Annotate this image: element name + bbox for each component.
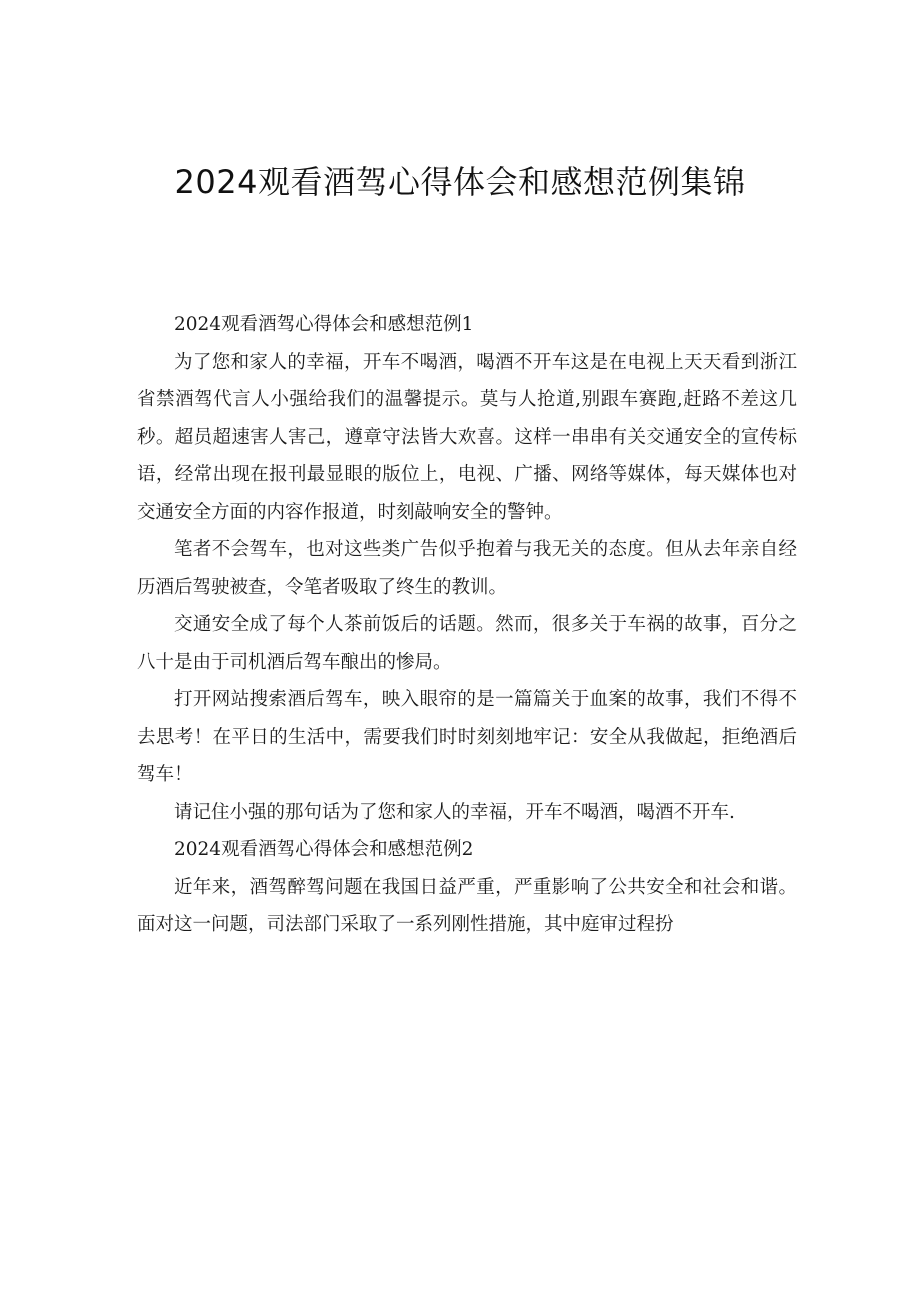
paragraph: 打开网站搜索酒后驾车，映入眼帘的是一篇篇关于血案的故事，我们不得不去思考！在平日的生活中，需要我们时时刻刻地牢记：安全从我做起，拒绝酒后驾车！ <box>137 689 797 785</box>
paragraph: 交通安全成了每个人茶前饭后的话题。然而，很多关于车祸的故事，百分之八十是由于司机酒后驾车酿出的惨局。 <box>137 614 797 673</box>
paragraph: 笔者不会驾车，也对这些类广告似乎抱着与我无关的态度。但从去年亲自经历酒后驾驶被查，令笔者吸取了终生的教训。 <box>137 539 797 598</box>
document-title: 2024观看酒驾心得体会和感想范例集锦 <box>174 163 746 201</box>
paragraph: 近年来，酒驾醉驾问题在我国日益严重，严重影响了公共安全和社会和谐。面对这一问题，司法部门采取了一系列刚性措施，其中庭审过程扮 <box>137 876 797 935</box>
section-heading-1: 2024观看酒驾心得体会和感想范例1 <box>174 314 474 335</box>
paragraph: 为了您和家人的幸福，开车不喝酒，喝酒不开车这是在电视上天天看到浙江省禁酒驾代言人小强给我们的温馨提示。莫与人抢道,别跟车赛跑,赶路不差这几秒。超员超速害人害己，遵章守法皆大欢喜。这样一串串有关交通安全的宣传标语，经常出现在报刊最显眼的版位上，电视、广播、网络等媒体，每天媒体也对交通安全方面的内容作报道，时刻敲响安全的警钟。 <box>137 351 797 523</box>
paragraph: 请记住小强的那句话为了您和家人的幸福，开车不喝酒，喝酒不开车. <box>174 801 735 823</box>
section-heading-2: 2024观看酒驾心得体会和感想范例2 <box>174 839 474 860</box>
document-body <box>137 306 797 944</box>
